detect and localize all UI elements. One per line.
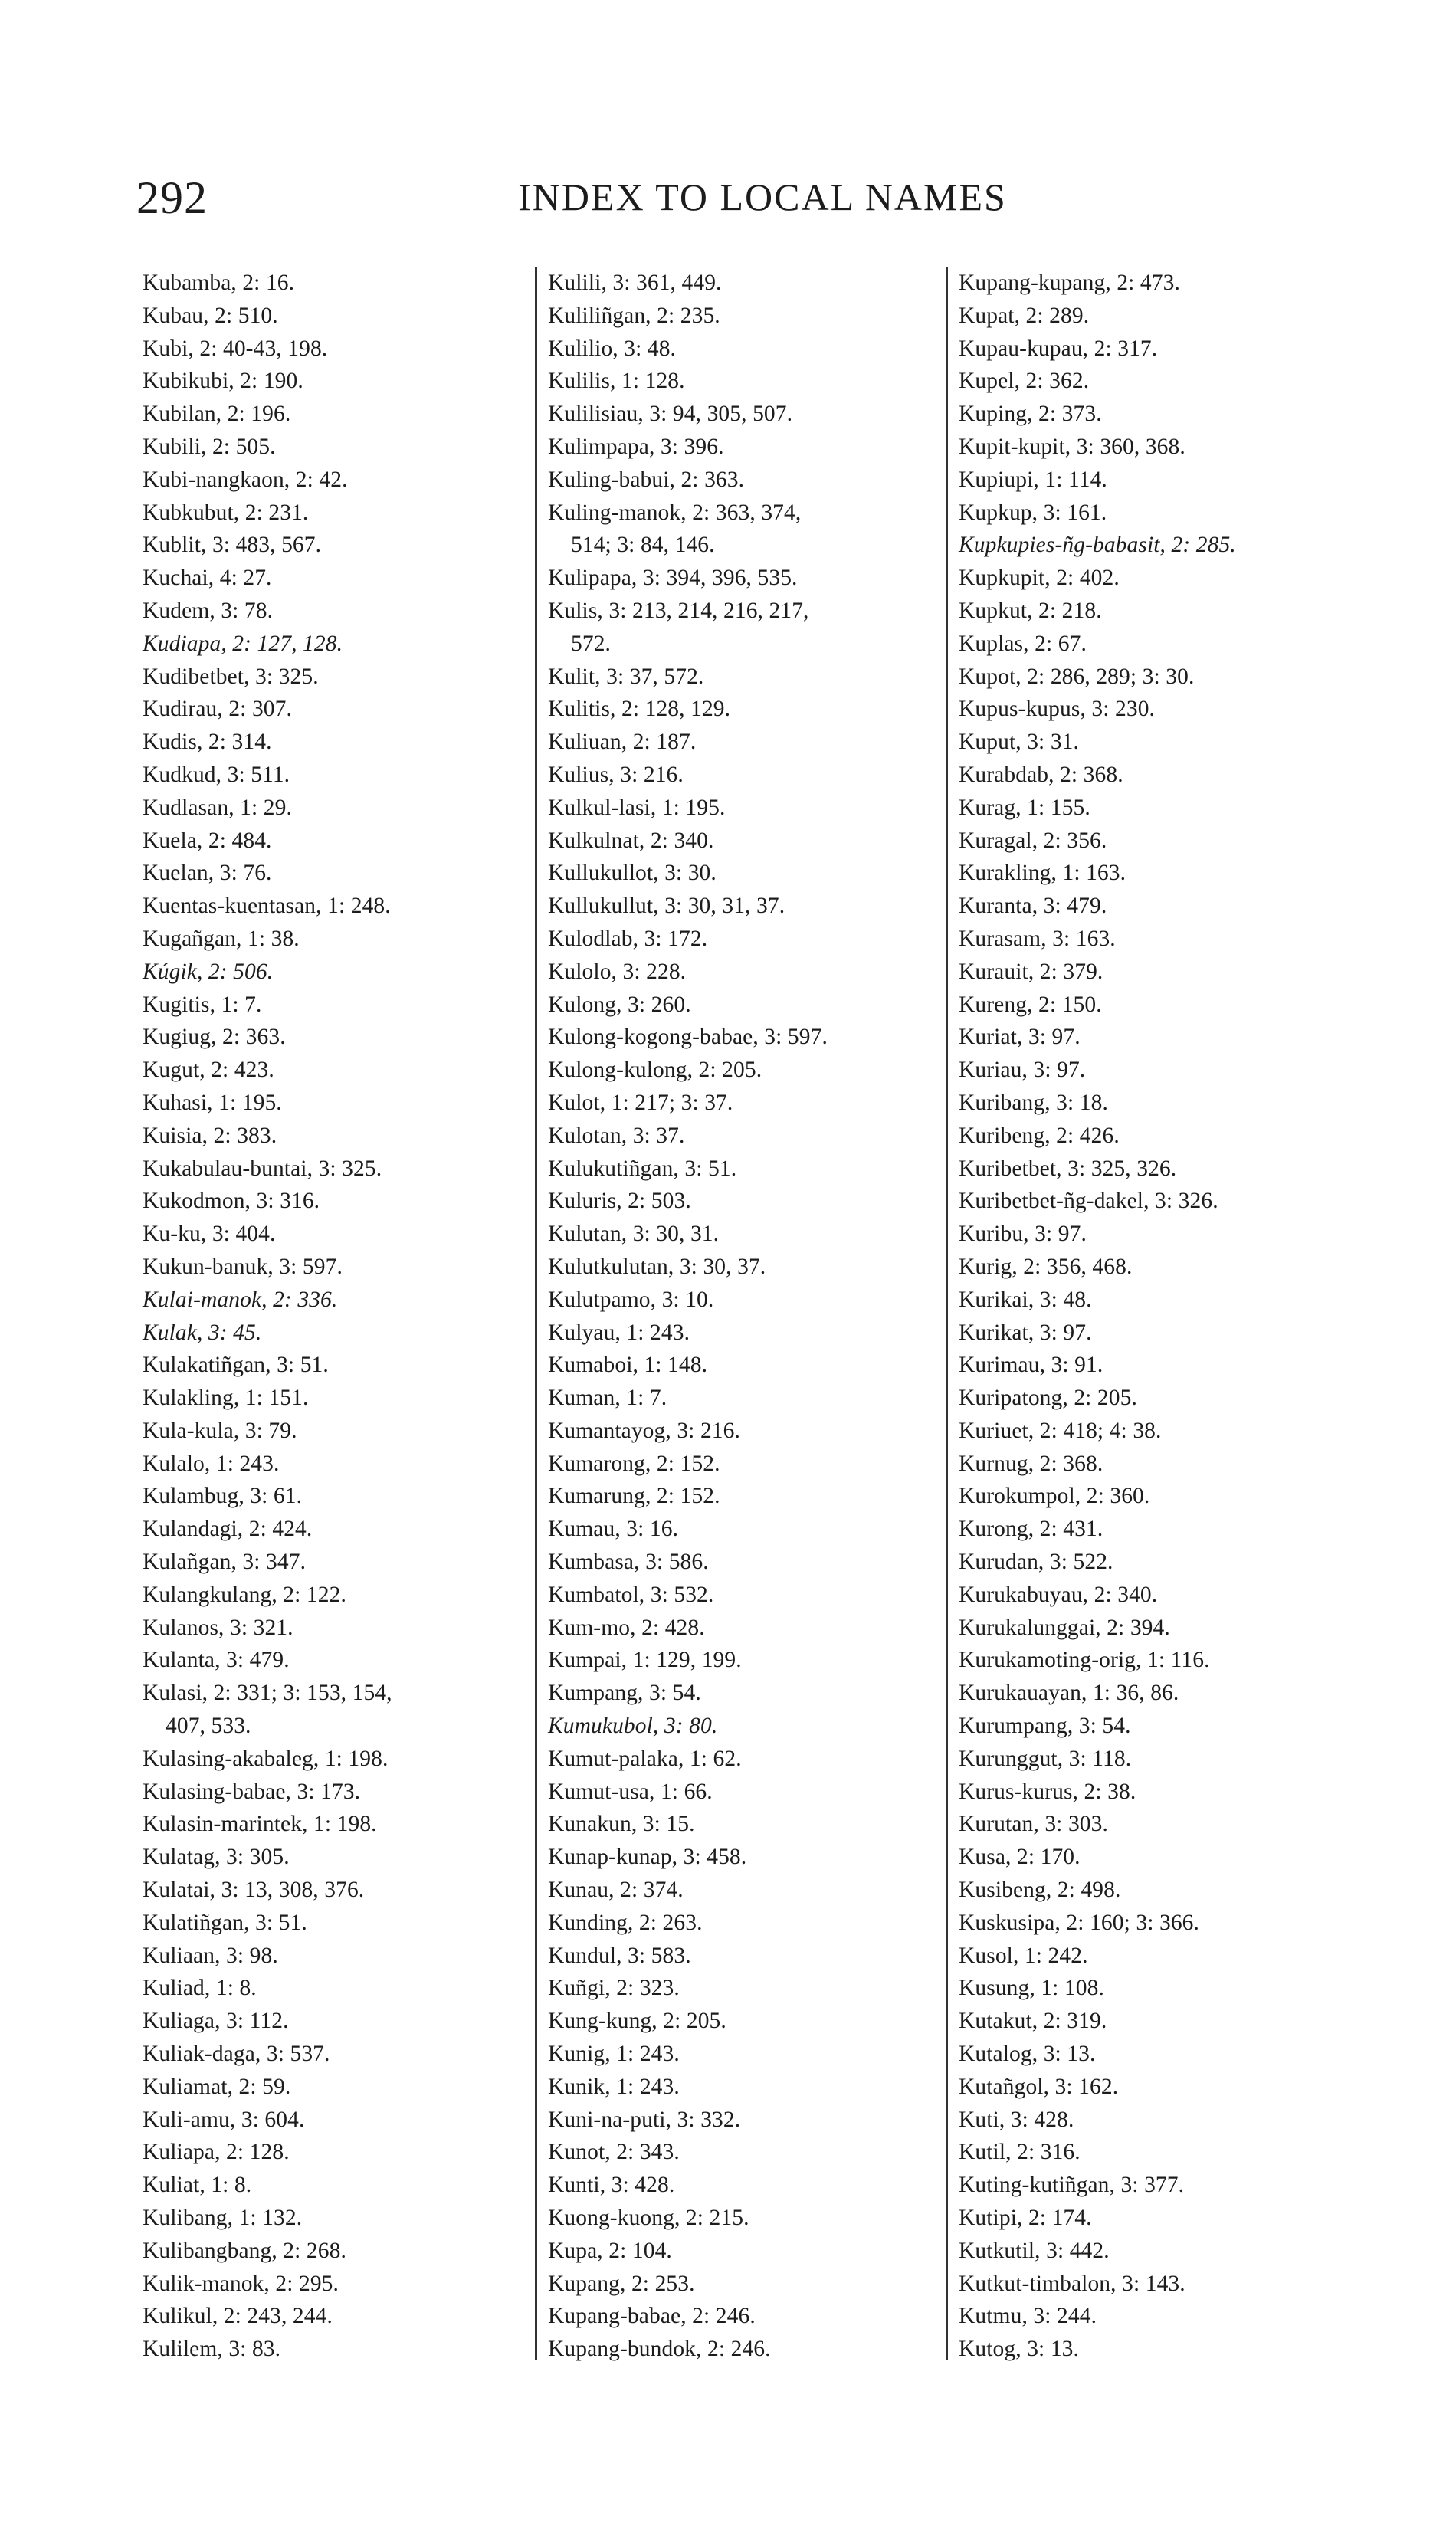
index-entry: Kurasam, 3: 163.: [959, 926, 1116, 951]
index-entry: Kurus-kurus, 2: 38.: [959, 1779, 1136, 1804]
index-entry: Kumau, 3: 16.: [548, 1517, 679, 1542]
index-entry: Kulak, 3: 45.: [143, 1320, 262, 1345]
index-entry: Kung-kung, 2: 205.: [548, 2009, 726, 2034]
index-entry: Kulasi, 2: 331; 3: 153, 154,: [143, 1681, 392, 1706]
index-entry: Kuriat, 3: 97.: [959, 1025, 1081, 1050]
index-entry: Kuli-amu, 3: 604.: [143, 2107, 305, 2132]
index-entry: Kulukutiñgan, 3: 51.: [548, 1156, 737, 1181]
index-entry: Kunap-kunap, 3: 458.: [548, 1845, 747, 1870]
index-entry: Kullukullot, 3: 30.: [548, 861, 717, 886]
index-entry: Kulong-kulong, 2: 205.: [548, 1058, 762, 1083]
index-entry: Kuliamat, 2: 59.: [143, 2074, 291, 2099]
index-entry: Kurag, 1: 155.: [959, 795, 1090, 820]
index-entry: Kureng, 2: 150.: [959, 992, 1102, 1017]
index-entry: Kupang-babae, 2: 246.: [548, 2304, 756, 2329]
index-entry: Kutalog, 3: 13.: [959, 2042, 1096, 2067]
index-entry: Kuliad, 1: 8.: [143, 1976, 257, 2001]
index-entry: Kurauit, 2: 379.: [959, 959, 1103, 984]
index-entry: Kunakun, 3: 15.: [548, 1812, 695, 1837]
index-entry: Kuelan, 3: 76.: [143, 861, 272, 886]
index-entry: Kudem, 3: 78.: [143, 598, 274, 623]
index-entry: Kupa, 2: 104.: [548, 2238, 672, 2263]
index-entry: Kukabulau-buntai, 3: 325.: [143, 1156, 382, 1181]
index-entry: Kulilisiau, 3: 94, 305, 507.: [548, 402, 793, 427]
index-entry: Kulibang, 1: 132.: [143, 2206, 303, 2231]
index-entry: Kutipi, 2: 174.: [959, 2206, 1092, 2231]
index-entry: Kulikul, 2: 243, 244.: [143, 2304, 333, 2329]
index-entry: Kudis, 2: 314.: [143, 730, 272, 755]
index-entry: Kuput, 3: 31.: [959, 730, 1079, 755]
index-entry: Kukodmon, 3: 316.: [143, 1189, 320, 1214]
index-entry: Kulitis, 2: 128, 129.: [548, 697, 731, 722]
index-entry: Kuribetbet, 3: 325, 326.: [959, 1156, 1177, 1181]
index-entry: Kunot, 2: 343.: [548, 2140, 680, 2165]
index-entry: Kuriuet, 2: 418; 4: 38.: [959, 1418, 1162, 1443]
index-entry: Kulatai, 3: 13, 308, 376.: [143, 1878, 365, 1903]
index-entry: Kutmu, 3: 244.: [959, 2304, 1097, 2329]
index-entry: Kurokumpol, 2: 360.: [959, 1484, 1150, 1509]
index-entry: Kulong, 3: 260.: [548, 992, 691, 1017]
index-entry: Kurikai, 3: 48.: [959, 1287, 1092, 1312]
index-entry: Kulanta, 3: 479.: [143, 1648, 290, 1673]
index-entry: Kundul, 3: 583.: [548, 1943, 691, 1968]
index-entry: 407, 533.: [166, 1714, 251, 1739]
index-entry: Kulambug, 3: 61.: [143, 1484, 303, 1509]
index-entry: Kuribang, 3: 18.: [959, 1090, 1108, 1115]
index-entry: Kuling-babui, 2: 363.: [548, 467, 745, 492]
index-entry: Kurutan, 3: 303.: [959, 1812, 1108, 1837]
page-number: 292: [136, 172, 208, 223]
index-entry: Kumarong, 2: 152.: [548, 1451, 720, 1476]
index-entry: Kubamba, 2: 16.: [143, 271, 295, 295]
index-entry: Kunti, 3: 428.: [548, 2173, 675, 2198]
index-entry: Kulatag, 3: 305.: [143, 1845, 290, 1870]
index-entry: Kuhasi, 1: 195.: [143, 1090, 282, 1115]
index-entry: Kumarung, 2: 152.: [548, 1484, 720, 1509]
index-entry: Kunau, 2: 374.: [548, 1878, 684, 1903]
index-entry: Kumut-palaka, 1: 62.: [548, 1746, 742, 1771]
index-entry: Kumantayog, 3: 216.: [548, 1418, 740, 1443]
index-entry: Kuluris, 2: 503.: [548, 1189, 691, 1214]
index-entry: Kulili, 3: 361, 449.: [548, 271, 722, 295]
index-entry: Kuting-kutiñgan, 3: 377.: [959, 2173, 1185, 2198]
index-entry: Kuni-na-puti, 3: 332.: [548, 2107, 741, 2132]
index-entry: Kulyau, 1: 243.: [548, 1320, 690, 1345]
index-entry: Kuribeng, 2: 426.: [959, 1123, 1120, 1148]
index-entry: Kumaboi, 1: 148.: [548, 1353, 708, 1378]
index-entry: Kulkulnat, 2: 340.: [548, 828, 714, 853]
index-entry: Kudlasan, 1: 29.: [143, 795, 292, 820]
index-entry: Kurakling, 1: 163.: [959, 861, 1126, 886]
index-entry: Kulalo, 1: 243.: [143, 1451, 280, 1476]
index-entry: Kutañgol, 3: 162.: [959, 2074, 1119, 2099]
index-entry: Kudibetbet, 3: 325.: [143, 664, 319, 689]
index-entry: Kullukullut, 3: 30, 31, 37.: [548, 894, 785, 919]
index-entry: Kupiupi, 1: 114.: [959, 467, 1107, 492]
index-entry: Kulik-manok, 2: 295.: [143, 2271, 339, 2296]
index-entry: Kumut-usa, 1: 66.: [548, 1779, 713, 1804]
index-entry: Kurabdab, 2: 368.: [959, 762, 1123, 787]
index-entry: Kumukubol, 3: 80.: [548, 1714, 718, 1739]
index-entry: Ku-ku, 3: 404.: [143, 1222, 276, 1247]
index-entry: Kulilio, 3: 48.: [548, 336, 677, 361]
index-entry: Kulipapa, 3: 394, 396, 535.: [548, 566, 798, 591]
index-entry: Kudiapa, 2: 127, 128.: [143, 631, 343, 656]
index-entry: Kulong-kogong-babae, 3: 597.: [548, 1025, 828, 1050]
index-entry: Kuliak-daga, 3: 537.: [143, 2042, 330, 2067]
index-entry: Kuti, 3: 428.: [959, 2107, 1074, 2132]
index-entry: Kugut, 2: 423.: [143, 1058, 274, 1083]
index-entry: Kubi-nangkaon, 2: 42.: [143, 467, 348, 492]
index-entry: Kupot, 2: 286, 289; 3: 30.: [959, 664, 1195, 689]
index-entry: Kurikat, 3: 97.: [959, 1320, 1092, 1345]
index-entry: Kulimpapa, 3: 396.: [548, 434, 724, 459]
index-entry: Kumpai, 1: 129, 199.: [548, 1648, 742, 1673]
index-entry: Kulotan, 3: 37.: [548, 1123, 685, 1148]
index-entry: Kulius, 3: 216.: [548, 762, 684, 787]
index-entry: Kulanos, 3: 321.: [143, 1615, 293, 1640]
index-entry: Kudkud, 3: 511.: [143, 762, 290, 787]
index-entry: Kurong, 2: 431.: [959, 1517, 1103, 1542]
index-entry: Kunding, 2: 263.: [548, 1910, 703, 1935]
index-entry: Kupang-kupang, 2: 473.: [959, 271, 1180, 295]
index-entry: Kurumpang, 3: 54.: [959, 1714, 1131, 1739]
index-entry: Kuela, 2: 484.: [143, 828, 272, 853]
index-entry: Kulangkulang, 2: 122.: [143, 1582, 346, 1607]
index-entry: Kumbatol, 3: 532.: [548, 1582, 714, 1607]
index-entry: Kulilis, 1: 128.: [548, 369, 685, 394]
index-entry: Kurukauayan, 1: 36, 86.: [959, 1681, 1179, 1706]
index-entry: Kurnug, 2: 368.: [959, 1451, 1103, 1476]
index-entry: Kusung, 1: 108.: [959, 1976, 1104, 2001]
index-entry: Kurunggut, 3: 118.: [959, 1746, 1132, 1771]
index-entry: Kuragal, 2: 356.: [959, 828, 1107, 853]
index-entry: Kubau, 2: 510.: [143, 303, 278, 328]
index-entry: Kuchai, 4: 27.: [143, 566, 272, 591]
index-entry: Kuliat, 1: 8.: [143, 2173, 252, 2198]
index-entry: Kutil, 2: 316.: [959, 2140, 1081, 2165]
index-entry: Kuribetbet-ñg-dakel, 3: 326.: [959, 1189, 1218, 1214]
index-entry: Kubili, 2: 505.: [143, 434, 276, 459]
index-entry: Kusa, 2: 170.: [959, 1845, 1081, 1870]
index-entry: Kuskusipa, 2: 160; 3: 366.: [959, 1910, 1199, 1935]
index-entry: Kupkup, 3: 161.: [959, 500, 1107, 525]
index-entry: Kupat, 2: 289.: [959, 303, 1090, 328]
index-entry: Kutkut-timbalon, 3: 143.: [959, 2271, 1185, 2296]
index-entry: Kulandagi, 2: 424.: [143, 1517, 313, 1542]
index-entry: Kuliaga, 3: 112.: [143, 2009, 289, 2034]
index-entry: Kulit, 3: 37, 572.: [548, 664, 704, 689]
index-entry: Kuripatong, 2: 205.: [959, 1386, 1137, 1411]
index-entry: Kuling-manok, 2: 363, 374,: [548, 500, 802, 525]
index-column-2: [535, 267, 933, 2360]
index-entry: Kulasing-babae, 3: 173.: [143, 1779, 361, 1804]
index-entry: Kulañgan, 3: 347.: [143, 1550, 307, 1575]
index-entry: Kulutpamo, 3: 10.: [548, 1287, 714, 1312]
index-entry: Kulasin-marintek, 1: 198.: [143, 1812, 377, 1837]
index-entry: Kugañgan, 1: 38.: [143, 926, 300, 951]
index-entry: Kulot, 1: 217; 3: 37.: [548, 1090, 733, 1115]
index-entry: Kupkut, 2: 218.: [959, 598, 1102, 623]
index-entry: Kuliaan, 3: 98.: [143, 1943, 278, 1968]
index-entry: Kuriau, 3: 97.: [959, 1058, 1086, 1083]
index-entry: Kuliliñgan, 2: 235.: [548, 303, 720, 328]
index-column-1: [143, 267, 524, 2360]
index-entry: Kupkupit, 2: 402.: [959, 566, 1120, 591]
index-entry: 514; 3: 84, 146.: [571, 533, 715, 558]
index-entry: Kuman, 1: 7.: [548, 1386, 667, 1411]
index-entry: Kulibangbang, 2: 268.: [143, 2238, 346, 2263]
page-title: INDEX TO LOCAL NAMES: [518, 175, 1007, 218]
index-entry: Kubilan, 2: 196.: [143, 402, 291, 427]
index-entry: Kusol, 1: 242.: [959, 1943, 1088, 1968]
index-entry: Kuong-kuong, 2: 215.: [548, 2206, 749, 2231]
index-entry: Kubi, 2: 40-43, 198.: [143, 336, 328, 361]
index-entry: Kulilem, 3: 83.: [143, 2337, 281, 2362]
index-entry: Kuñgi, 2: 323.: [548, 1976, 680, 2001]
index-entry: Kúgik, 2: 506.: [143, 959, 274, 984]
index-entry: Kupang-bundok, 2: 246.: [548, 2337, 771, 2362]
index-entry: Kupit-kupit, 3: 360, 368.: [959, 434, 1185, 459]
index-entry: Kutkutil, 3: 442.: [959, 2238, 1110, 2263]
index-entry: Kumpang, 3: 54.: [548, 1681, 701, 1706]
index-entry: Kulai-manok, 2: 336.: [143, 1287, 338, 1312]
index-entry: Kuisia, 2: 383.: [143, 1123, 277, 1148]
index-entry: Kum-mo, 2: 428.: [548, 1615, 705, 1640]
index-column-3: [946, 267, 1375, 2360]
index-entry: Kutakut, 2: 319.: [959, 2009, 1107, 2034]
index-entry: Kuping, 2: 373.: [959, 402, 1102, 427]
index-entry: Kupau-kupau, 2: 317.: [959, 336, 1158, 361]
index-entry: 572.: [571, 631, 612, 656]
index-entry: Kurukalunggai, 2: 394.: [959, 1615, 1170, 1640]
index-entry: Kupkupies-ñg-babasit, 2: 285.: [959, 533, 1236, 558]
index-entry: Kuentas-kuentasan, 1: 248.: [143, 894, 391, 919]
index-entry: Kurudan, 3: 522.: [959, 1550, 1113, 1575]
index-entry: Kuliapa, 2: 128.: [143, 2140, 290, 2165]
index-entry: Kupang, 2: 253.: [548, 2271, 695, 2296]
index-entry: Kulakling, 1: 151.: [143, 1386, 309, 1411]
index-entry: Kuribu, 3: 97.: [959, 1222, 1087, 1247]
index-entry: Kublit, 3: 483, 567.: [143, 533, 322, 558]
index-entry: Kulodlab, 3: 172.: [548, 926, 708, 951]
index-entry: Kurukabuyau, 2: 340.: [959, 1582, 1158, 1607]
index-entry: Kula-kula, 3: 79.: [143, 1418, 297, 1443]
index-entry: Kupel, 2: 362.: [959, 369, 1090, 394]
index-entry: Kurimau, 3: 91.: [959, 1353, 1103, 1378]
index-entry: Kulasing-akabaleg, 1: 198.: [143, 1746, 389, 1771]
index-entry: Kurig, 2: 356, 468.: [959, 1254, 1133, 1279]
index-entry: Kulkul-lasi, 1: 195.: [548, 795, 726, 820]
index-entry: Kunik, 1: 243.: [548, 2074, 680, 2099]
index-entry: Kugitis, 1: 7.: [143, 992, 262, 1017]
index-entry: Kulatiñgan, 3: 51.: [143, 1910, 307, 1935]
index-entry: Kusibeng, 2: 498.: [959, 1878, 1121, 1903]
index-entry: Kuliuan, 2: 187.: [548, 730, 697, 755]
index-entry: Kudirau, 2: 307.: [143, 697, 292, 722]
index-entry: Kurukamoting-orig, 1: 116.: [959, 1648, 1210, 1673]
index-entry: Kuranta, 3: 479.: [959, 894, 1107, 919]
index-entry: Kumbasa, 3: 586.: [548, 1550, 709, 1575]
index-entry: Kunig, 1: 243.: [548, 2042, 680, 2067]
index-entry: Kugiug, 2: 363.: [143, 1025, 286, 1050]
index-entry: Kulutkulutan, 3: 30, 37.: [548, 1254, 766, 1279]
index-entry: Kubkubut, 2: 231.: [143, 500, 309, 525]
index-entry: Kupus-kupus, 3: 230.: [959, 697, 1156, 722]
index-entry: Kukun-banuk, 3: 597.: [143, 1254, 343, 1279]
index-entry: Kutog, 3: 13.: [959, 2337, 1079, 2362]
index-entry: Kulakatiñgan, 3: 51.: [143, 1353, 329, 1378]
index-entry: Kubikubi, 2: 190.: [143, 369, 303, 394]
index-entry: Kulis, 3: 213, 214, 216, 217,: [548, 598, 809, 623]
index-entry: Kulutan, 3: 30, 31.: [548, 1222, 720, 1247]
index-entry: Kulolo, 3: 228.: [548, 959, 687, 984]
index-entry: Kuplas, 2: 67.: [959, 631, 1087, 656]
